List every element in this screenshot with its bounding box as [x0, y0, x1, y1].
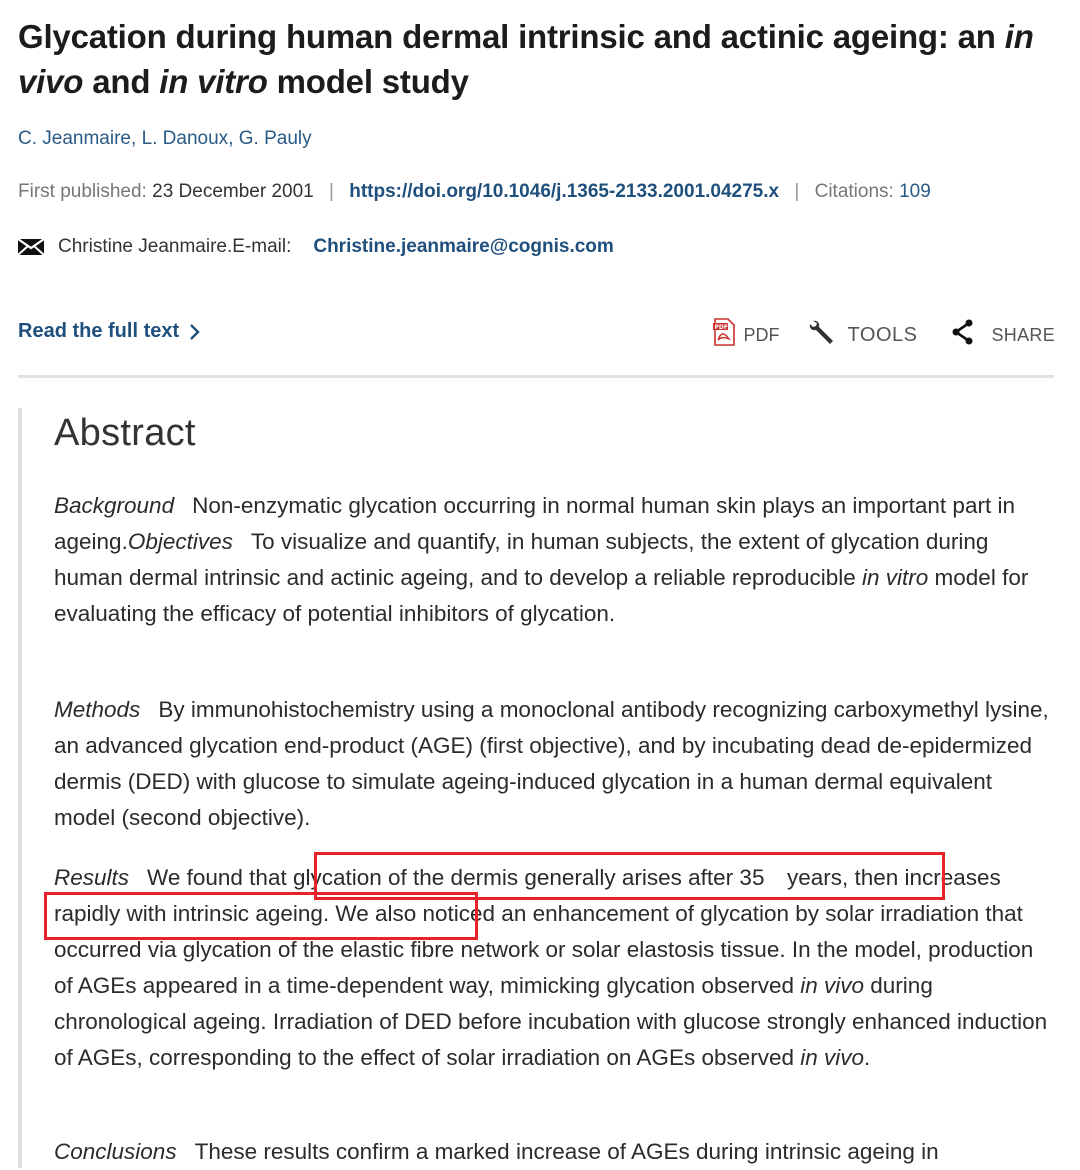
article-title: Glycation during human dermal intrinsic and actinic ageing: an in vivo and in vitro model study — [18, 18, 1034, 100]
abstract-paragraph-background: Background Non-enzymatic glycation occurring in normal human skin plays an important part in ageing.Objectives To visualize and quantify, in human subjects, the extent of glycation during human dermal intrinsic and actinic ageing, and to develop a reliable reproducible in vitro model for evaluating the efficacy of potential inhibitors of glycation. — [54, 493, 1029, 626]
separator: | — [794, 181, 800, 202]
corresponding-author — [18, 236, 614, 258]
contact-name: Christine Jeanmaire.E-mail: — [58, 236, 292, 257]
abstract-paragraph-conclusions: Conclusions These results confirm a marked increase of AGEs during intrinsic ageing in — [54, 1139, 939, 1164]
read-full-text-link[interactable] — [18, 320, 201, 343]
article-toolbar — [712, 318, 1055, 352]
author-link[interactable]: L. Danoux — [141, 128, 229, 149]
publication-info — [18, 181, 931, 203]
results-lead: Results — [54, 865, 130, 890]
chevron-right-icon — [189, 323, 201, 341]
abstract-paragraph-methods: Methods By immunohistochemistry using a monoclonal antibody recognizing carboxymethyl lysine, an advanced glycation end-product (AGE) (first objective), and by incubating dead de-epidermized dermis (DED) with glucose to simulate ageing-induced glycation in a human dermal equivalent model (second objective). — [54, 697, 1049, 830]
pdf-button[interactable] — [712, 318, 780, 352]
share-button[interactable] — [951, 319, 1055, 351]
wrench-icon — [808, 318, 836, 352]
author-link[interactable]: G. Pauly — [238, 128, 312, 149]
author-link[interactable]: C. Jeanmaire — [18, 128, 131, 149]
citations-count[interactable]: 109 — [899, 181, 931, 202]
methods-lead: Methods — [54, 697, 141, 722]
svg-text:PDF: PDF — [714, 324, 728, 331]
pdf-label: PDF — [743, 324, 780, 345]
separator: | — [329, 181, 334, 202]
share-icon — [951, 319, 975, 351]
envelope-icon — [18, 237, 44, 257]
abstract-paragraph-results: Results We found that glycation of the dermis generally arises after 35 years, then increases rapidly with intrinsic ageing. We also noticed an enhancement of glycation by solar irradiation that occurred via glycation of the elastic fibre network or solar elastosis tissue. In the model, production of AGEs appeared in a time-dependent way, mimicking glycation observed in vivo during chronological ageing. Irradiation of DED before incubation with glucose strongly enhanced induction of AGEs, corresponding to the effect of solar irradiation on AGEs observed in vivo. — [54, 865, 1048, 1070]
email-link[interactable]: Christine.jeanmaire@cognis.com — [313, 236, 614, 257]
pdf-icon — [712, 318, 736, 352]
divider — [18, 375, 1054, 378]
abstract-section — [18, 408, 1058, 1168]
first-published-label: First published: — [18, 181, 147, 202]
objectives-lead: Objectives — [127, 529, 233, 554]
background-lead: Background — [54, 493, 175, 518]
tools-label: TOOLS — [847, 323, 918, 346]
conclusions-lead: Conclusions — [54, 1139, 177, 1164]
doi-link[interactable]: https://doi.org/10.1046/j.1365-2133.2001.04275.x — [349, 181, 780, 202]
abstract-heading: Abstract — [54, 412, 196, 454]
citations-label: Citations: — [814, 181, 894, 202]
tools-button[interactable] — [808, 318, 918, 352]
read-full-text-label: Read the full text — [18, 320, 180, 342]
share-label: SHARE — [991, 324, 1055, 345]
author-list: C. Jeanmaire, L. Danoux, G. Pauly — [18, 128, 312, 149]
first-published-date: 23 December 2001 — [152, 181, 314, 202]
